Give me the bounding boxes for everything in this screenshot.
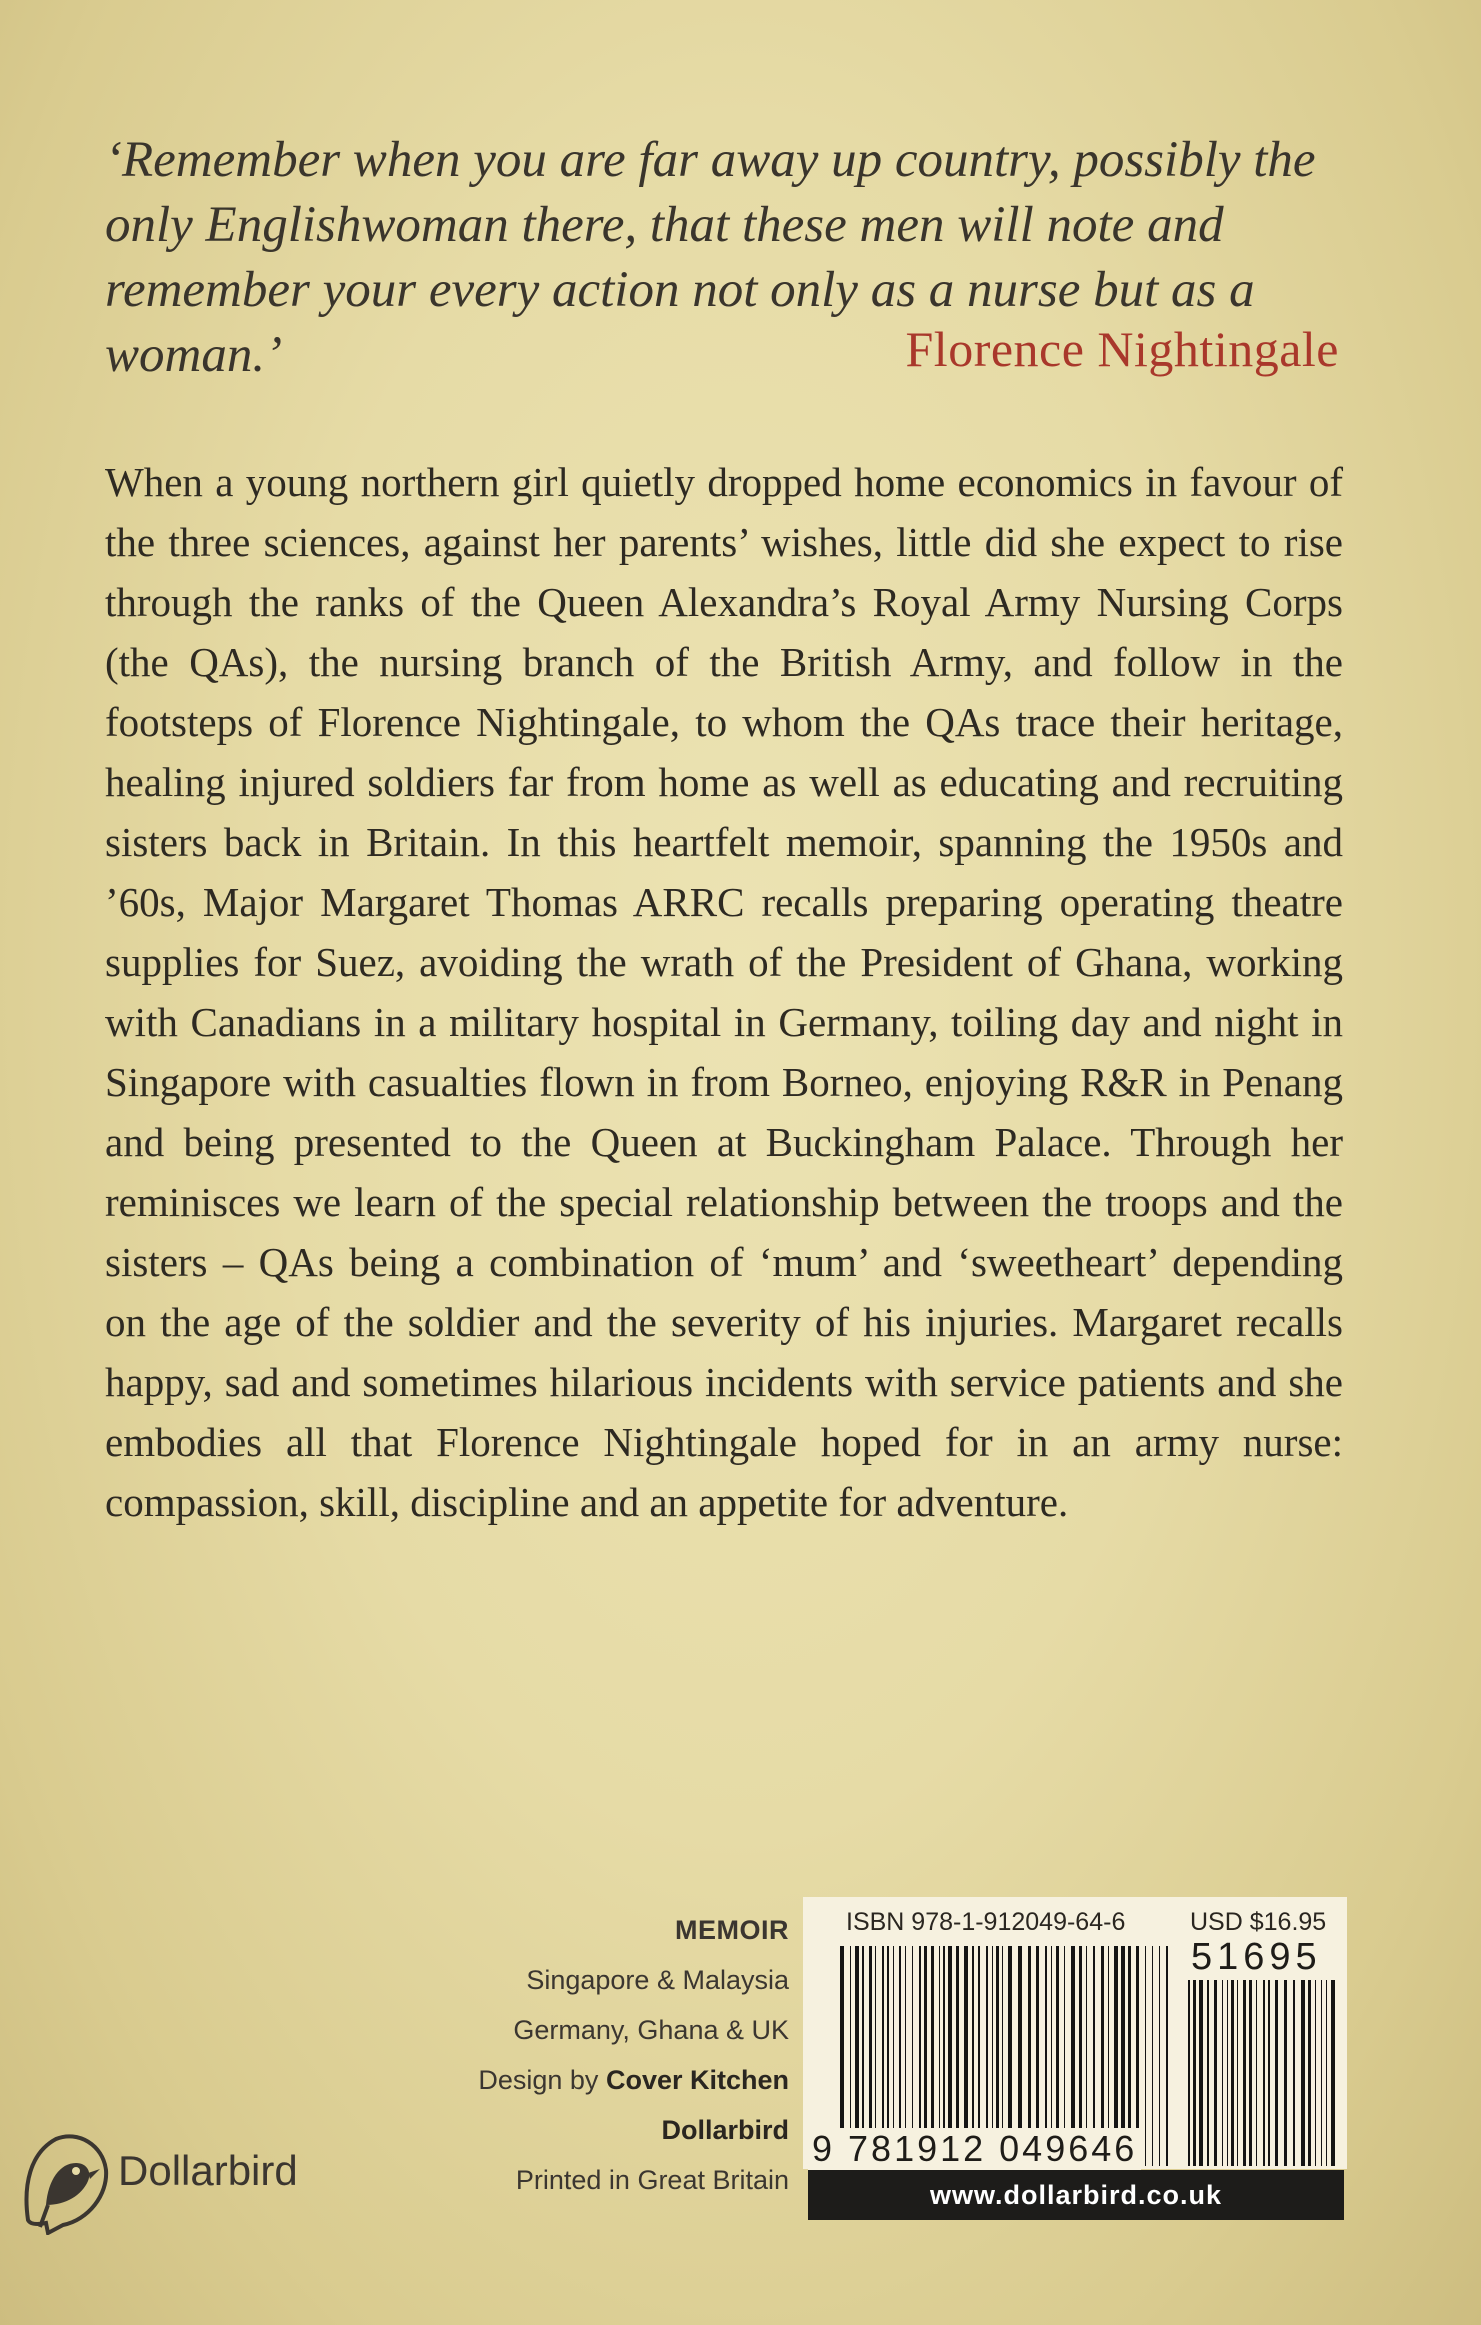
barcode-bar: [1275, 1980, 1278, 2166]
book-blurb: When a young northern girl quietly dropped home economics in favour of the three sciences, against her parents’ wishes, little did she expect to rise through the ranks of the Queen Alexandra’s Royal Army Nursing Corps (the QAs), the nursing branch of the British Army, and follow in the footsteps of Florence Nightingale, to whom the QAs trace their heritage, healing injured soldiers far from home as well as educating and recruiting sisters back in Britain. In this heartfelt memoir, spanning the 1950s and ’60s, Major Margaret Thomas ARRC recalls preparing operating theatre supplies for Suez, avoiding the wrath of the President of Ghana, working with Canadians in a military hospital in Germany, toiling day and night in Singapore with casualties flown in from Borneo, enjoying R&R in Penang and being presented to the Queen at Buckingham Palace. Through her reminisces we learn of the special relationship between the troops and the sisters – QAs being a combination of ‘mum’ and ‘sweetheart’ depending on the age of the soldier and the severity of his injuries. Margaret recalls happy, sad and sometimes hilarious incidents with service patients and she embodies all that Florence Nightingale hoped for in an army nurse: compassion, skill, discipline and an appetite for adventure.: [105, 459, 1343, 1525]
barcode-bar: [1152, 1946, 1153, 2166]
logo-wordmark: Dollarbird: [118, 2147, 298, 2194]
design-credit-prefix: Design by: [478, 2065, 599, 2095]
barcode-bar: [1166, 1946, 1168, 2166]
barcode-bar: [1326, 1980, 1327, 2166]
printed-in: Printed in Great Britain: [515, 2165, 789, 2195]
credits-block: [478, 1905, 789, 2205]
barcode-digits: 9 781912 049646: [808, 2128, 1141, 2170]
barcode-bar: [1199, 1980, 1203, 2166]
barcode-bar: [1284, 1980, 1287, 2166]
barcode-bar: [1207, 1980, 1209, 2166]
barcode-bar: [1214, 1980, 1217, 2166]
price-addon-barcode: [1186, 1980, 1336, 2166]
isbn-label: ISBN 978-1-912049-64-6: [846, 1908, 1126, 1936]
setting-line-1: Singapore & Malaysia: [526, 1965, 789, 1995]
barcode-bar: [1193, 1980, 1196, 2166]
barcode-bar: [1159, 1946, 1160, 2166]
epigraph-quote: ‘Remember when you are far away up country, possibly the only Englishwoman there, that these men will note and remember your every action not only as a nurse but as a woman.’: [105, 132, 1316, 383]
barcode-bar: [1268, 1980, 1270, 2166]
barcode-bar: [1331, 1980, 1335, 2166]
design-credit-name: Cover Kitchen: [605, 2065, 789, 2095]
price-addon-code: 51695: [1187, 1936, 1326, 1979]
barcode-bar: [1145, 1946, 1146, 2166]
setting-line-2: Germany, Ghana & UK: [513, 2015, 789, 2045]
barcode-bar: [1249, 1980, 1252, 2166]
barcode-bar: [1315, 1980, 1316, 2166]
barcode-bar: [1231, 1980, 1234, 2166]
barcode-bar: [1227, 1980, 1228, 2166]
barcode-bar: [1237, 1980, 1238, 2166]
barcode-bar: [1308, 1980, 1311, 2166]
barcode-bar: [1256, 1980, 1257, 2166]
design-credit: [478, 2055, 789, 2105]
barcode-bar: [1243, 1980, 1246, 2166]
barcode-bar: [1301, 1980, 1305, 2166]
barcode-bar: [1293, 1980, 1295, 2166]
barcode-bar: [1188, 1980, 1190, 2166]
barcode-bar: [1321, 1980, 1322, 2166]
epigraph-author: Florence Nightingale: [905, 321, 1339, 377]
website-url[interactable]: www.dollarbird.co.uk: [808, 2170, 1344, 2220]
barcode-bar: [1222, 1980, 1223, 2166]
publisher-name: Dollarbird: [661, 2115, 789, 2145]
price-label: USD $16.95: [1190, 1908, 1327, 1936]
barcode-bar: [1263, 1980, 1265, 2166]
genre-label: MEMOIR: [675, 1915, 789, 1945]
